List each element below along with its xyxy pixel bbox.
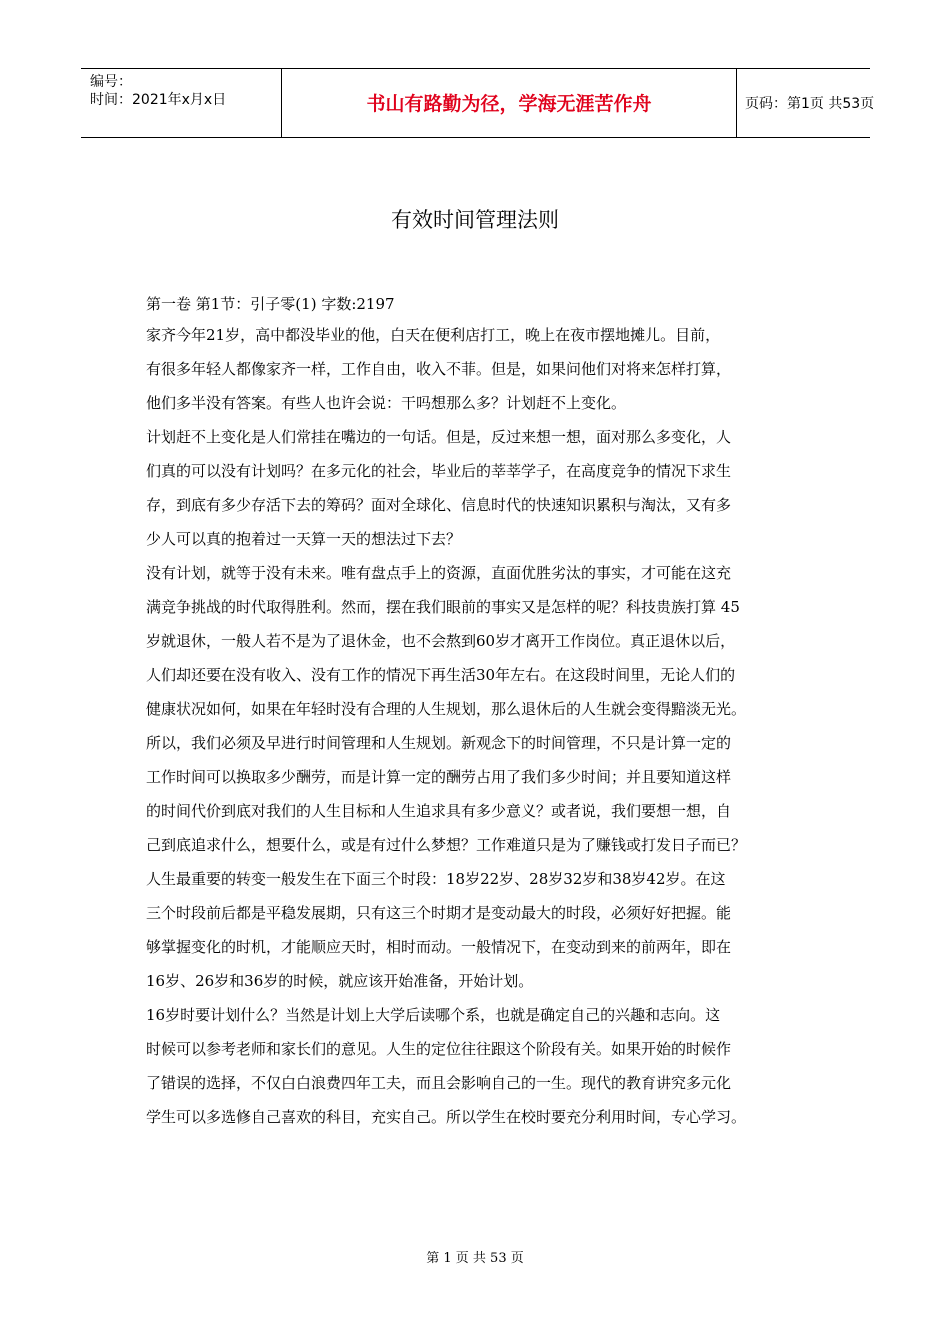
header-page-cell <box>736 69 875 137</box>
paragraph-line: 们真的可以没有计划吗？在多元化的社会，毕业后的莘莘学子，在高度竞争的情况下求生 <box>146 462 732 480</box>
paragraph-line: 人生最重要的转变一般发生在下面三个时段：18岁22岁、28岁32岁和38岁42岁。在这 <box>146 870 726 888</box>
paragraph-line: 够掌握变化的时机，才能顺应天时，相时而动。一般情况下，在变动到来的前两年，即在 <box>146 938 732 956</box>
page-footer: 第 1 页 共 53 页 <box>426 1251 524 1266</box>
header-meta-cell <box>81 69 281 137</box>
document-body <box>146 290 806 1134</box>
document-date: 时间：2021年x月x日 <box>90 92 227 108</box>
paragraph-line: 的时间代价到底对我们的人生目标和人生追求具有多少意义？或者说，我们要想一想，自 <box>146 802 732 820</box>
paragraph-line: 少人可以真的抱着过一天算一天的想法过下去？ <box>146 530 462 548</box>
header-motto: 书山有路勤为径，学海无涯苦作舟 <box>366 93 652 115</box>
paragraph-line: 工作时间可以换取多少酬劳，而是计算一定的酬劳占用了我们多少时间；并且要知道这样 <box>146 768 732 786</box>
document-title: 有效时间管理法则 <box>391 208 559 232</box>
paragraph-line: 了错误的选择，不仅白白浪费四年工夫，而且会影响自己的一生。现代的教育讲究多元化 <box>146 1074 732 1092</box>
paragraph-line: 所以，我们必须及早进行时间管理和人生规划。新观念下的时间管理，不只是计算一定的 <box>146 734 732 752</box>
paragraph-line: 16岁、26岁和36岁的时候，就应该开始准备，开始计划。 <box>146 972 534 990</box>
paragraph <box>146 556 806 726</box>
document-number-label: 编号： <box>90 74 132 90</box>
paragraph-line: 时候可以参考老师和家长们的意见。人生的定位往往跟这个阶段有关。如果开始的时候作 <box>146 1040 732 1058</box>
paragraph-line: 健康状况如何，如果在年轻时没有合理的人生规划，那么退休后的人生就会变得黯淡无光。 <box>146 700 747 718</box>
paragraph-line: 有很多年轻人都像家齐一样，工作自由，收入不菲。但是，如果问他们对将来怎样打算， <box>146 360 732 378</box>
paragraph-line: 他们多半没有答案。有些人也许会说：干吗想那么多？计划赶不上变化。 <box>146 394 627 412</box>
paragraph-line: 人们却还要在没有收入、没有工作的情况下再生活30年左右。在这段时间里，无论人们的 <box>146 666 736 684</box>
paragraph <box>146 420 806 556</box>
header-page-info: 页码：第1页 共53页 <box>745 96 875 112</box>
paragraph <box>146 998 806 1134</box>
paragraph <box>146 726 806 862</box>
paragraph-line: 16岁时要计划什么？当然是计划上大学后读哪个系，也就是确定自己的兴趣和志向。这 <box>146 1006 721 1024</box>
paragraph-line: 己到底追求什么，想要什么，或是有过什么梦想？工作难道只是为了赚钱或打发日子而已？ <box>146 836 747 854</box>
paragraph-line: 计划赶不上变化是人们常挂在嘴边的一句话。但是，反过来想一想，面对那么多变化，人 <box>146 428 732 446</box>
chapter-line: 第一卷 第1节：引子零(1) 字数:2197 <box>146 295 395 313</box>
paragraph-line: 家齐今年21岁，高中都没毕业的他，白天在便利店打工，晚上在夜市摆地摊儿。目前， <box>146 326 721 344</box>
paragraph-list <box>146 318 806 1134</box>
paragraph <box>146 862 806 998</box>
paragraph-line: 岁就退休，一般人若不是为了退休金，也不会熬到60岁才离开工作岗位。真正退休以后， <box>146 632 736 650</box>
paragraph-line: 没有计划，就等于没有未来。唯有盘点手上的资源，直面优胜劣汰的事实，才可能在这充 <box>146 564 732 582</box>
paragraph-line: 三个时段前后都是平稳发展期，只有这三个时期才是变动最大的时段，必须好好把握。能 <box>146 904 732 922</box>
paragraph-line: 满竞争挑战的时代取得胜利。然而，摆在我们眼前的事实又是怎样的呢？科技贵族打算 45 <box>146 598 740 616</box>
paragraph-line: 学生可以多选修自己喜欢的科目，充实自己。所以学生在校时要充分利用时间，专心学习。 <box>146 1108 747 1126</box>
header-motto-cell <box>281 69 737 137</box>
page-header <box>81 68 875 138</box>
paragraph-line: 存，到底有多少存活下去的筹码？面对全球化、信息时代的快速知识累积与淘汰，又有多 <box>146 496 732 514</box>
paragraph <box>146 318 806 420</box>
